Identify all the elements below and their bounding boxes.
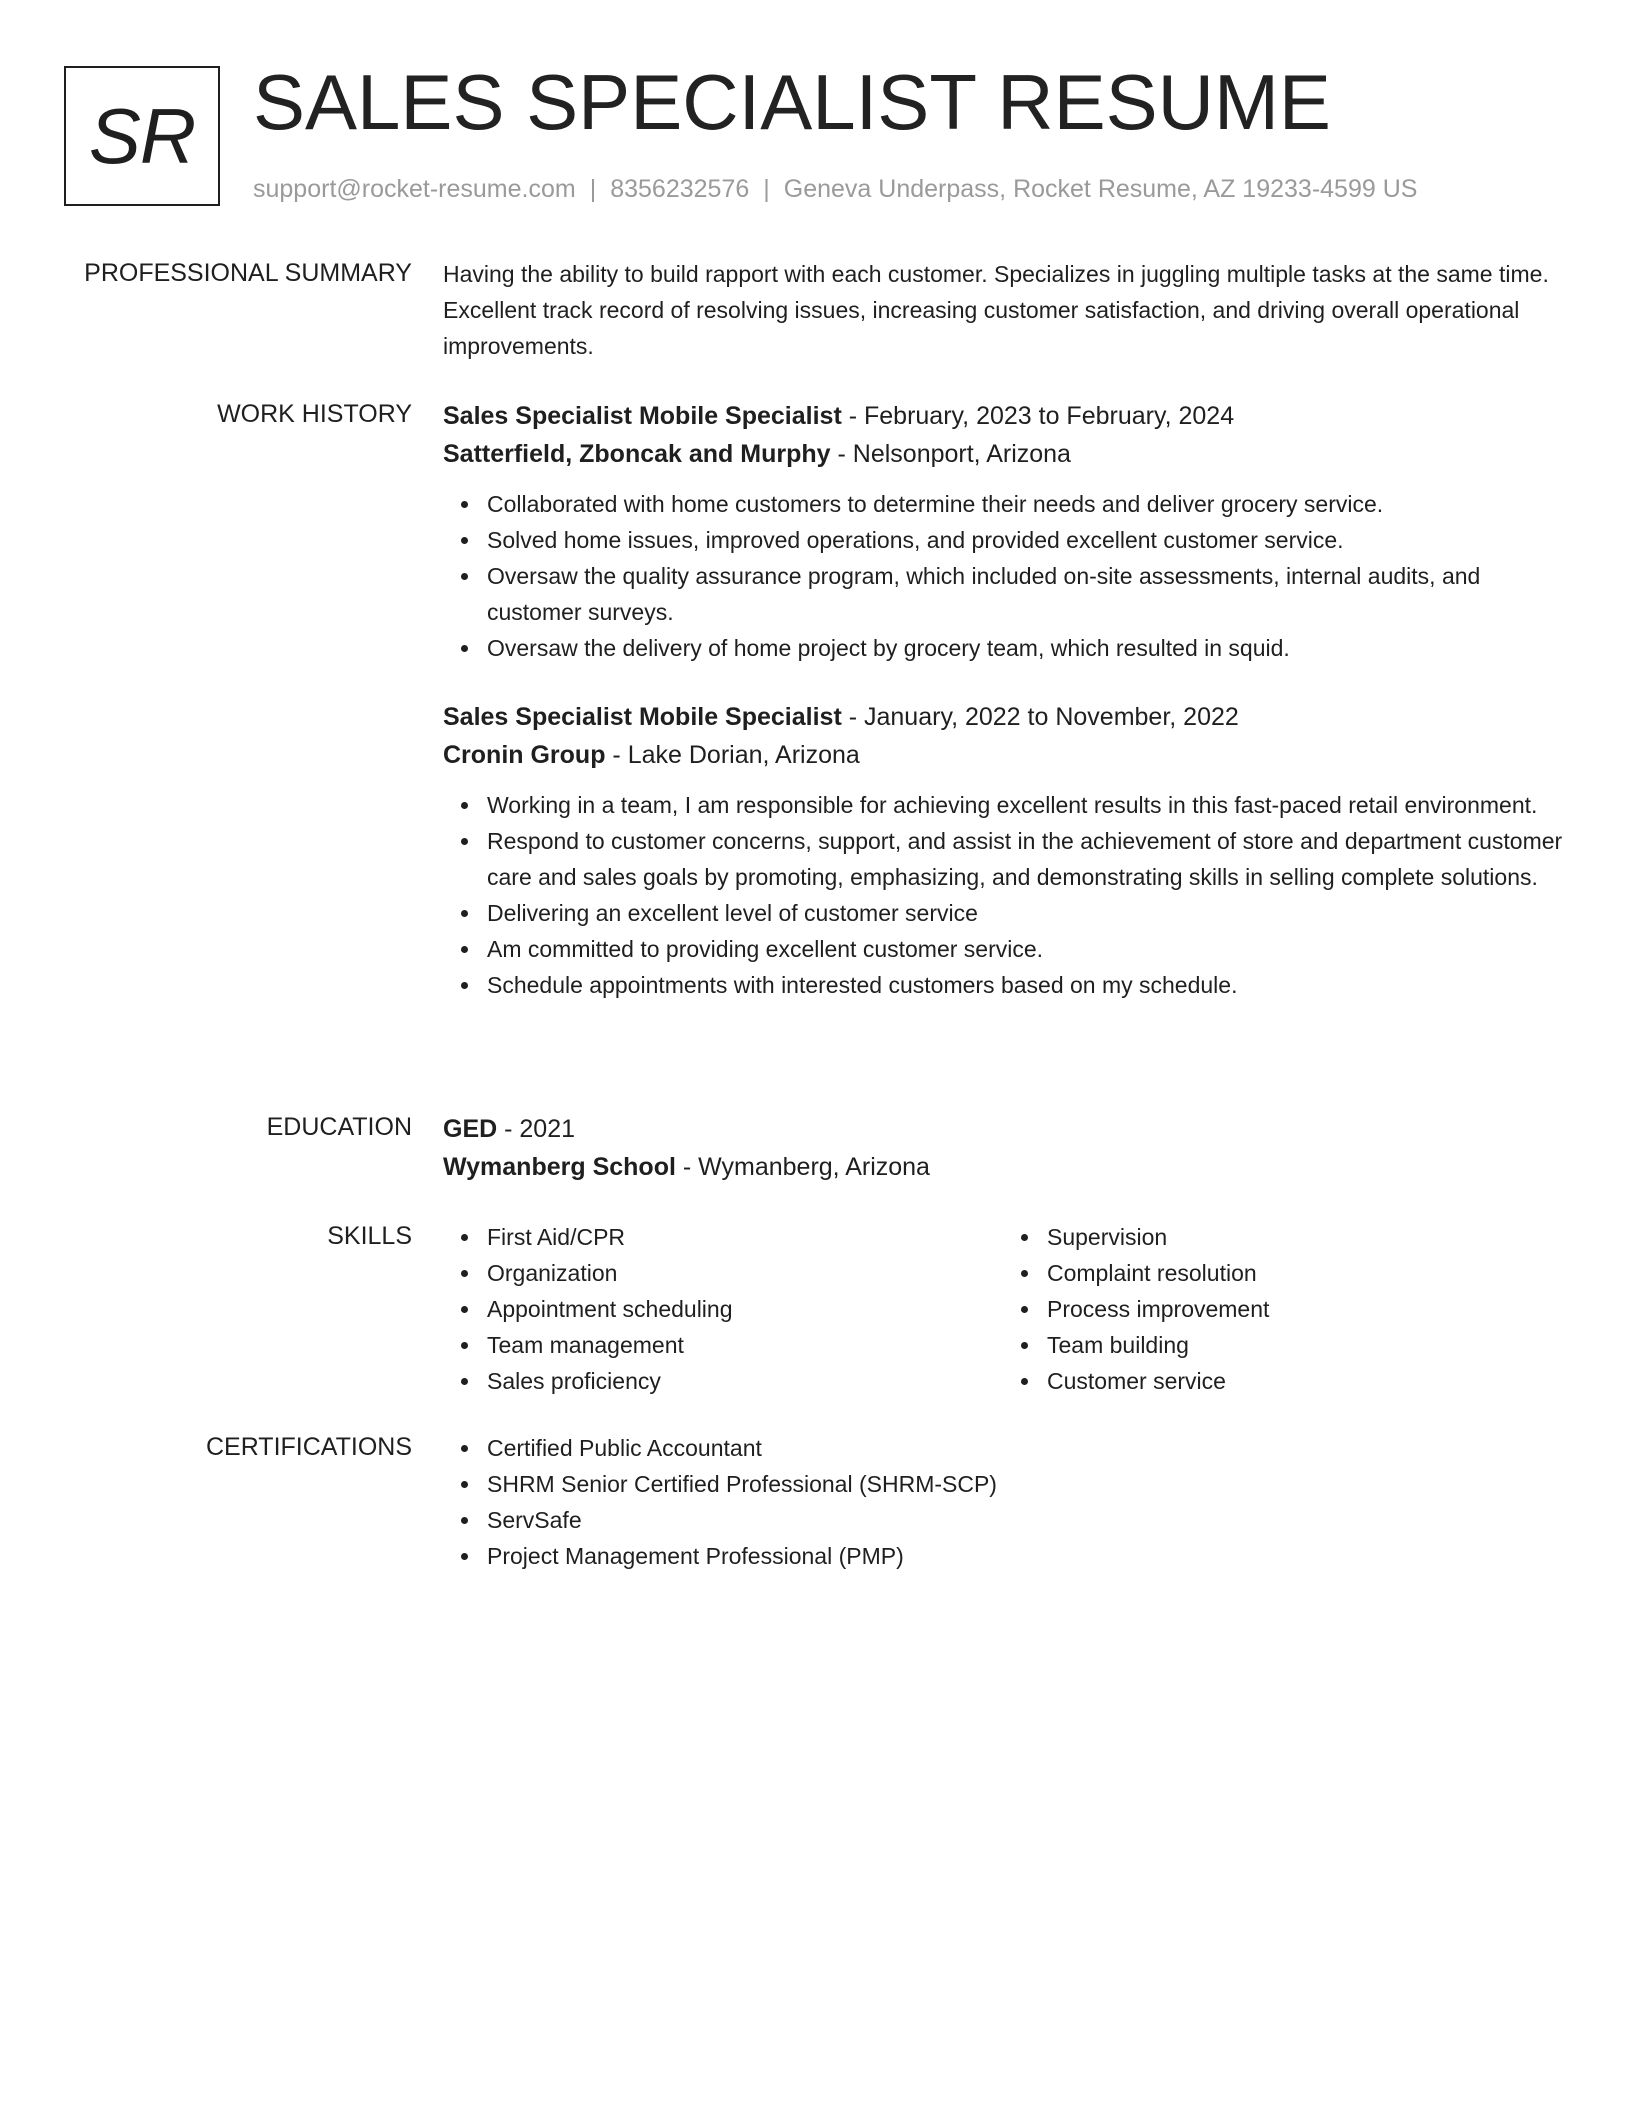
contact-line [253,172,1417,206]
education-degree-line [443,1110,1563,1148]
job-title-line [443,397,1563,435]
education-year: - 2021 [497,1115,576,1143]
job-bullets [443,787,1563,1003]
certification-item: ServSafe [487,1502,1563,1538]
job-dates: - January, 2022 to November, 2022 [841,703,1239,731]
skill-item: Supervision [1047,1219,1563,1255]
monogram-initials: SR [88,91,196,180]
summary-text: Having the ability to build rapport with each customer. Specializes in juggling multiple tasks at the same time. Excellent track record of resolving issues, increasing customer satisfaction, and driving overall operational improvements. [443,261,1549,359]
job-bullet: Solved home issues, improved operations, and provided excellent customer service. [487,522,1563,558]
job-title: Sales Specialist Mobile Specialist [443,402,842,430]
job-bullet: Respond to customer concerns, support, and assist in the achievement of store and department customer care and sales goals by promoting, emphasizing, and demonstrating skills in selling complete solutions. [487,823,1563,895]
section-label: EDUCATION [266,1113,412,1141]
contact-address: Geneva Underpass, Rocket Resume, AZ 19233-4599 US [783,175,1418,203]
skill-item: Team management [487,1327,1003,1363]
skill-item: Appointment scheduling [487,1291,1003,1327]
certifications-list [443,1430,1563,1574]
section-label: SKILLS [327,1222,412,1250]
monogram-box [64,66,220,206]
education-school-line [443,1148,1563,1186]
job-bullets [443,486,1563,666]
job-location: - Lake Dorian, Arizona [605,741,860,769]
section-body [443,1219,1563,1399]
resume-title: SALES SPECIALIST RESUME [253,58,1331,146]
certification-item: Certified Public Accountant [487,1430,1563,1466]
skill-item: Team building [1047,1327,1563,1363]
job-bullet: Collaborated with home customers to determine their needs and deliver grocery service. [487,486,1563,522]
job-location: - Nelsonport, Arizona [830,440,1071,468]
job-title-line [443,698,1563,736]
skill-item: Customer service [1047,1363,1563,1399]
education-school: Wymanberg School [443,1153,676,1181]
job-bullet: Delivering an excellent level of customer service [487,895,1563,931]
skill-item: Sales proficiency [487,1363,1003,1399]
section-body [443,1430,1563,1574]
contact-phone[interactable]: 8356232576 [610,175,750,203]
skill-item: Process improvement [1047,1291,1563,1327]
job-bullet: Am committed to providing excellent customer service. [487,931,1563,967]
job-bullet: Schedule appointments with interested customers based on my schedule. [487,967,1563,1003]
skills-grid [443,1219,1563,1399]
skills-column-right [1003,1219,1563,1399]
section-label: PROFESSIONAL SUMMARY [84,259,412,287]
contact-separator: | [763,175,770,203]
job-company: Satterfield, Zboncak and Murphy [443,440,831,468]
contact-email[interactable]: support@rocket-resume.com [253,175,576,203]
job-company-line [443,736,1563,774]
contact-separator: | [589,175,597,203]
skill-item: Organization [487,1255,1003,1291]
certification-item: SHRM Senior Certified Professional (SHRM-SCP) [487,1466,1563,1502]
job-bullet: Oversaw the delivery of home project by grocery team, which resulted in squid. [487,630,1563,666]
job-bullet: Oversaw the quality assurance program, which included on-site assessments, internal audits, and customer surveys. [487,558,1563,630]
section-label: CERTIFICATIONS [205,1433,412,1461]
job-title: Sales Specialist Mobile Specialist [443,703,842,731]
section-body [443,1110,1563,1186]
skills-column-left [443,1219,1003,1399]
job-entry [443,698,1563,1003]
job-dates: - February, 2023 to February, 2024 [841,402,1235,430]
job-company: Cronin Group [443,741,606,769]
section-body [443,397,1563,1003]
job-entry [443,397,1563,666]
skill-item: Complaint resolution [1047,1255,1563,1291]
section-label: WORK HISTORY [217,400,412,428]
job-bullet: Working in a team, I am responsible for achieving excellent results in this fast-paced retail environment. [487,787,1563,823]
education-location: - Wymanberg, Arizona [675,1153,930,1181]
education-degree: GED [443,1115,498,1143]
skill-item: First Aid/CPR [487,1219,1003,1255]
section-body [443,256,1563,364]
certification-item: Project Management Professional (PMP) [487,1538,1563,1574]
job-company-line [443,435,1563,473]
